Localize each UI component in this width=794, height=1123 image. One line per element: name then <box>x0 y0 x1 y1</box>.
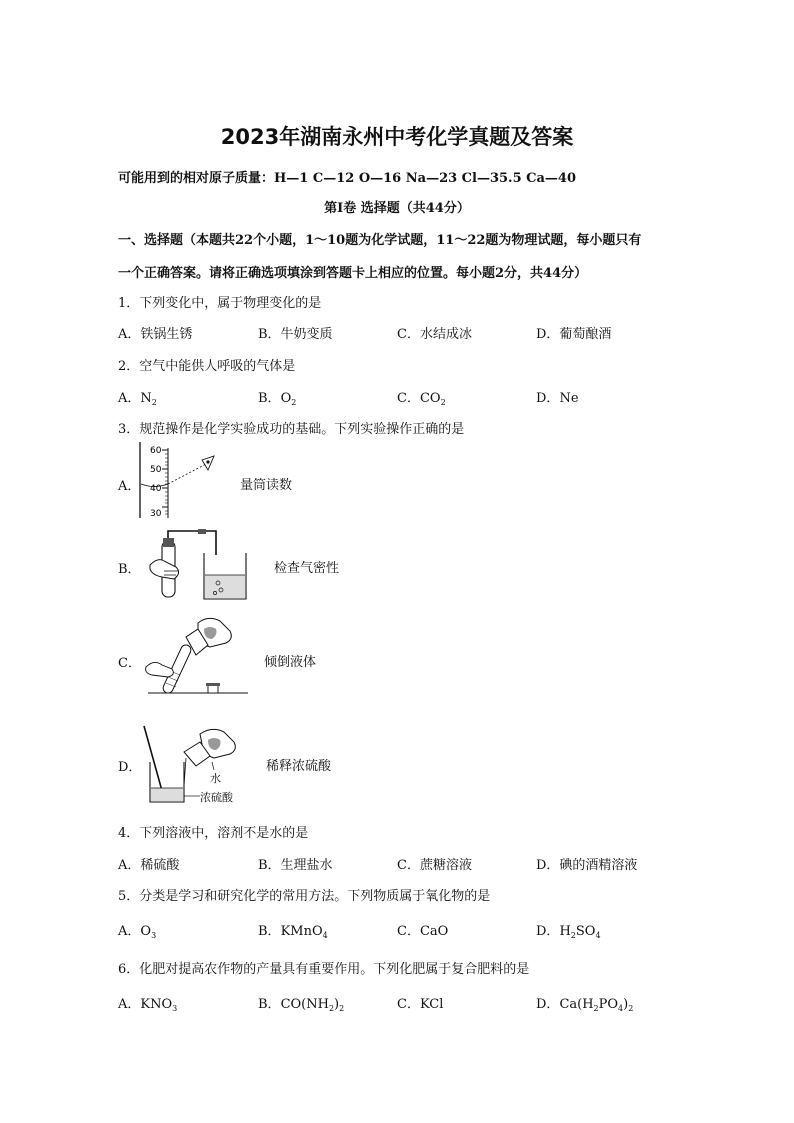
question-3-stem: 3．规范操作是化学实验成功的基础。下列实验操作正确的是 <box>118 422 465 437</box>
scale-label-60: 60 <box>150 446 162 456</box>
question-1-option-a: A．铁锅生锈 <box>118 327 193 342</box>
pouring-liquid-illustration <box>138 613 248 699</box>
question-1-stem: 1．下列变化中，属于物理变化的是 <box>118 296 322 311</box>
atomic-masses-line: 可能用到的相对原子质量：H—1 C—12 O—16 Na—23 Cl—35.5 Ca—40 <box>118 171 577 186</box>
question-2-option-d: D．Ne <box>536 391 579 406</box>
question-1-option-d: D．葡萄酿酒 <box>536 327 612 342</box>
question-3-option-b-letter: B． <box>118 562 141 577</box>
scale-label-50: 50 <box>150 465 162 475</box>
airtightness-check-illustration <box>146 527 256 603</box>
question-4-option-d: D．碘的酒精溶液 <box>536 858 638 873</box>
section-title: 第Ⅰ卷 选择题（共44分） <box>324 201 470 216</box>
question-3-option-c-letter: C． <box>118 656 141 671</box>
question-4-option-a: A．稀硫酸 <box>118 858 180 873</box>
water-annotation: 水 <box>210 772 221 785</box>
question-4-option-c: C．蔗糖溶液 <box>397 858 472 873</box>
question-3-option-a-letter: A． <box>118 479 141 494</box>
question-6-stem: 6．化肥对提高农作物的产量具有重要作用。下列化肥属于复合肥料的是 <box>118 962 530 977</box>
question-5-option-b: B．KMnO$_4$ <box>258 924 328 940</box>
question-1-option-c: C．水结成冰 <box>397 327 472 342</box>
question-5-option-c: C．CaO <box>397 924 449 939</box>
diluting-acid-illustration <box>140 722 250 806</box>
question-5-option-a: A．$O_3$ <box>118 924 157 940</box>
question-6-option-d: D．$Ca(H_2PO_4)_2$ <box>536 997 634 1013</box>
question-3-option-a-label: 量筒读数 <box>240 478 293 493</box>
question-2-option-a: A．$N_2$ <box>118 391 157 407</box>
question-3-option-b-label: 检查气密性 <box>274 561 340 576</box>
question-5-stem: 5．分类是学习和研究化学的常用方法。下列物质属于氧化物的是 <box>118 889 491 904</box>
instructions-line-1: 一、选择题（本题共22个小题，1～10题为化学试题，11～22题为物理试题，每小题只有 <box>118 233 642 248</box>
question-3-option-d-label: 稀释浓硫酸 <box>266 759 332 774</box>
question-6-option-c: C．KCl <box>397 997 444 1012</box>
concentrated-acid-annotation: 浓硫酸 <box>200 791 233 804</box>
question-2-option-c: C．$CO_2$ <box>397 391 446 407</box>
question-6-option-b: B．$CO(NH_2)_2$ <box>258 997 345 1013</box>
question-5-option-d: D．$H_2SO_4$ <box>536 924 601 940</box>
graduated-cylinder-reading-illustration <box>136 440 226 522</box>
question-2-stem: 2．空气中能供人呼吸的气体是 <box>118 359 296 374</box>
question-4-option-b: B．生理盐水 <box>258 858 333 873</box>
question-1-option-b: B．牛奶变质 <box>258 327 333 342</box>
document-title: 2023年湖南永州中考化学真题及答案 <box>220 125 574 149</box>
instructions-line-2: 一个正确答案。请将正确选项填涂到答题卡上相应的位置。每小题2分，共44分） <box>118 266 588 281</box>
scale-label-40: 40 <box>150 484 162 494</box>
question-6-option-a: A．$KNO_3$ <box>118 997 178 1013</box>
question-3-option-d-letter: D． <box>118 760 142 775</box>
question-4-stem: 4．下列溶液中，溶剂不是水的是 <box>118 826 309 841</box>
scale-label-30: 30 <box>150 509 162 519</box>
question-2-option-b: B．$O_2$ <box>258 391 297 407</box>
question-3-option-c-label: 倾倒液体 <box>264 655 317 670</box>
